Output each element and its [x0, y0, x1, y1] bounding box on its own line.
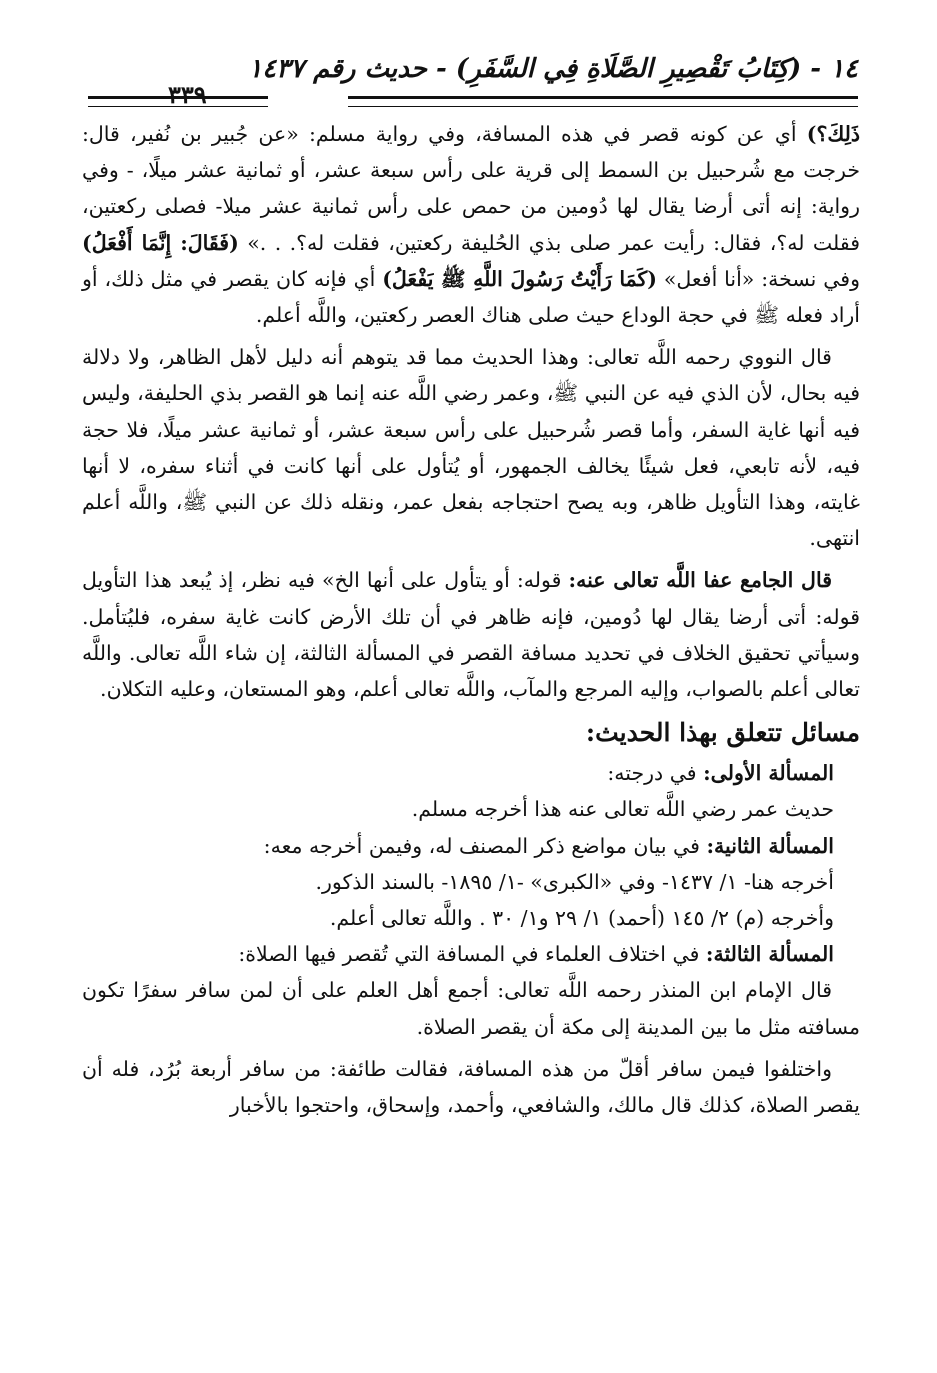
hadith-quote: ذَلِكَ؟) — [806, 122, 860, 146]
issue-line: حديث عمر رضي اللَّه تعالى عنه هذا أخرجه مسلم. — [411, 797, 834, 822]
paragraph — [82, 339, 860, 556]
issue-description: في اختلاف العلماء في المسافة التي تُقصر فيها الصلاة: — [238, 942, 706, 967]
commentary-text: وفي نسخة: «أنا أفعل» — [656, 266, 861, 291]
running-title: ١٤ - (كِتَابُ تَقْصِيرِ الصَّلَاةِ فِي السَّفَرِ) - حديث رقم ١٤٣٧ — [248, 54, 858, 84]
section-heading: مسائل تتعلق بهذا الحديث: — [585, 718, 860, 748]
issue-description: في درجته: — [607, 761, 704, 786]
author-note-label: قال الجامع عفا اللَّه تعالى عنه: — [568, 568, 832, 593]
issue-title — [82, 755, 834, 791]
issue-line: وأخرجه (م) ٢/ ١٤٥ (أحمد) ١/ ٢٩ و١/ ٣٠ . واللَّه تعالى أعلم. — [329, 906, 834, 931]
header-rule — [348, 96, 858, 99]
issue-block — [82, 936, 860, 972]
commentary-text: أي عن كونه قصر في هذه المسافة، وفي رواية مسلم: «عن جُبير بن نُفير، قال: خرجت مع شُرحبيل بن السمط إلى قرية على رأس سبعة عشر، أو ثمانية عشر ميلًا، - وفي رواية: إنه أتى أرضا يقال لها دُومين من حمص على رأس ثمانية عشر ميلا- فصلى ركعتين، فقلت له؟، فقال: رأيت عمر صلى بذي الحُليفة ركعتين، فقلت له؟. . .» — [82, 122, 860, 255]
hadith-quote: (كَمَا رَأَيْتُ رَسُولَ اللَّهِ ﷺ يَفْعَلُ) — [382, 266, 657, 291]
issue-label: المسألة الأولى: — [703, 761, 834, 786]
issue-label: المسألة الثالثة: — [705, 942, 834, 967]
paragraph — [82, 562, 860, 707]
commentary-text: قال الإمام ابن المنذر رحمه اللَّه تعالى: أجمع أهل العلم على أن لمن سافر سفرًا تكون مسافته مثل ما بين المدينة إلى مكة أن يقصر الصلاة. — [82, 978, 860, 1039]
header-rule — [88, 96, 268, 99]
paragraph — [82, 1051, 860, 1123]
commentary-text: أي فإنه كان يقصر في مثل ذلك، أو أراد فعله ﷺ في حجة الوداع حيث صلى هناك العصر ركعتين، واللَّه أعلم. — [82, 266, 860, 328]
issue-label: المسألة الثانية: — [706, 833, 834, 858]
page-body — [82, 116, 860, 1123]
header-rule — [88, 106, 268, 107]
paragraph — [82, 116, 860, 333]
issue-block — [82, 828, 860, 937]
page-number: ٣٣٩ — [168, 80, 207, 109]
page-header — [88, 52, 858, 112]
commentary-text: قال النووي رحمه اللَّه تعالى: وهذا الحديث مما قد يتوهم أنه دليل لأهل الظاهر، ولا دلالة فيه بحال، لأن الذي فيه عن النبي ﷺ، وعمر رضي اللَّه عنه إنما هو القصر بذي الحليفة، وليس فيه أنها غاية السفر، وأما قصر شُرحبيل على رأس سبعة عشر، أو ثمانية عشر ميلًا، فلا حجة فيه، لأنه تابعي، فعل شيئًا يخالف الجمهور، أو يُتأول على أنها كانت في أثناء سفره، لا أنها غايته، وهذا التأويل ظاهر، وبه يصح احتجاجه بفعل عمر، ونقله ذلك عن النبي ﷺ، واللَّه أعلم انتهى. — [82, 345, 860, 551]
issue-description: في بيان مواضع ذكر المصنف له، وفيمن أخرجه معه: — [263, 833, 707, 858]
header-rule — [348, 106, 858, 107]
commentary-text: واختلفوا فيمن سافر أقلّ من هذه المسافة، فقالت طائفة: من سافر أربعة بُرُد، فله أن يقصر الصلاة، كذلك قال مالك، والشافعي، وأحمد، وإسحاق، واحتجوا بالأخبار — [82, 1056, 860, 1118]
issue-block — [82, 755, 860, 827]
issue-line: أخرجه هنا- ١/ ١٤٣٧- وفي «الكبرى» -١/ ١٨٩٥- بالسند الذكور. — [315, 869, 834, 894]
paragraph — [82, 972, 860, 1044]
issue-title — [82, 828, 834, 864]
issue-title — [82, 936, 834, 972]
hadith-quote: (فَقَالَ: إِنَّمَا أَفْعَلُ) — [82, 230, 239, 255]
commentary-text: قوله: أو يتأول على أنها الخ» فيه نظر، إذ يُبعد هذا التأويل قوله: أتى أرضا يقال لها دُومين، فإنه ظاهر في أن تلك الأرض كانت غاية سفره، فليُتأمل. وسيأتي تحقيق الخلاف في تحديد مسافة القصر في المسألة الثالثة، إن شاء اللَّه تعالى. واللَّه تعالى أعلم بالصواب، وإليه المرجع والمآب، واللَّه تعالى أعلم، وهو المستعان، وعليه التكلان. — [82, 568, 860, 702]
